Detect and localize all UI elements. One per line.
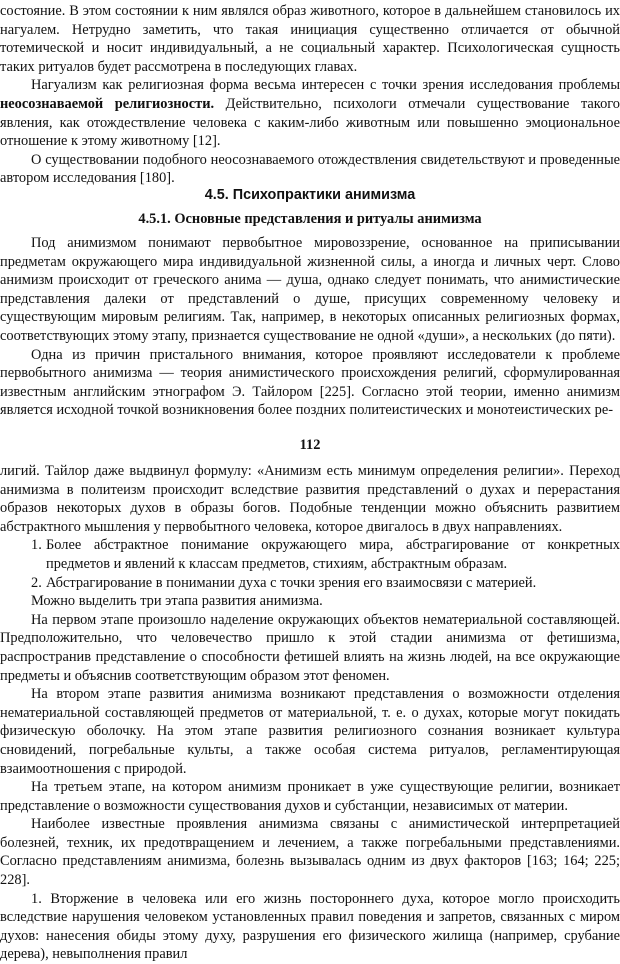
subsection-heading: 4.5.1. Основные представления и ритуалы анимизма — [138, 211, 482, 227]
list-number: 2. — [31, 574, 42, 591]
paragraph-text: Нагуализм как религиозная форма весьма интересен с точки зрения исследования проблемы — [31, 77, 620, 94]
paragraph-first-stage: На первом этапе произошло наделение окружающих объектов нематериальной составляющей. Предположительно, что человечество пришло к этой стадии анимизма от фетишизма, распространив представление о способности фетишей влиять на жизнь людей, на все окружающие предметы и объяснив соответствующим образом этот феномен. — [0, 611, 620, 684]
middle-text-block — [0, 234, 620, 420]
list-number: 1. — [31, 537, 42, 554]
paragraph-factor-one: 1. Вторжение в человека или его жизнь постороннего духа, которое могло происходить вследствие нарушения человеком установленных правил поведения и запретов, связанных с миром духов: нанесения обиды этому духу, разрушения его физического жилища (например, срубание дерева), невыполнения правил — [0, 890, 620, 963]
paragraph-continuation: лигий. Тайлор даже выдвинул формулу: «Анимизм есть минимум определения религии». Переход анимизма в политеизм происходит вследствие развития представлений о духах и перерастания образов некоторых духов в образы богов. Подобные тенденции можно объяснить развитием абстрактного мышления у первобытного человека, которое двигалось в двух направлениях. — [0, 463, 620, 535]
paragraph-second-stage: На втором этапе развития анимизма возникают представления о возможности отделения нематериальной составляющей предметов от материальной, т. е. о духах, которые могут покидать физическую оболочку. На этом этапе развития религиозного сознания возникает культура сновидений, погребальные культы, а также особая система ритуалов, регламентирующая взаимоотношения с природой. — [0, 686, 620, 777]
top-text-block — [0, 2, 620, 188]
paragraph-stages-intro: Можно выделить три этапа развития анимизма. — [31, 593, 323, 610]
section-heading: 4.5. Психопрактики анимизма — [204, 187, 416, 203]
paragraph-disease: Наиболее известные проявления анимизма связаны с анимистической интерпретацией болезней, техник, их предотвращением и лечением, а также погребальными представлениями. Согласно представлениям анимизма, болезнь вызывалась одним из двух факторов [163; 164; 225; 228]. — [0, 816, 620, 889]
paragraph-continuation: состояние. В этом состоянии к ним являлся образ животного, которое в дальнейшем становилось их нагуалем. Нетрудно заметить, что такая инициация существенно отличается от обычной тотемической и носит индивидуальный, а не социальный характер. Психологическая сущность таких ритуалов будет рассмотрена в последующих главах. — [0, 3, 620, 75]
paragraph-identification: О существовании подобного неосознаваемого отождествления свидетельствуют и проведенные автором исследования [180]. — [0, 151, 620, 187]
paragraph-nagualism — [0, 76, 620, 150]
paragraph-text: Действительно, психологи отмечали существование такого явления, как отождествление человека с каким-либо животным или повышенно эмоциональное отношение к этому животному [12]. — [0, 95, 620, 150]
list-text: Более абстрактное понимание окружающего мира, абстрагирование от конкретных предметов и явлений к классам предметов, стихиям, абстрактным образам. — [46, 537, 620, 572]
bottom-text-block — [0, 462, 620, 964]
list-text: Абстрагирование в понимании духа с точки зрения его взаимосвязи с материей. — [46, 574, 537, 591]
list-item — [0, 574, 620, 593]
page-number: 112 — [299, 437, 321, 453]
paragraph-third-stage: На третьем этапе, на котором анимизм проникает в уже существующие религии, возникает представление о возможности существования духов и субстанции, независимых от материи. — [0, 779, 620, 814]
paragraph-tylor-theory: Одна из причин пристального внимания, которое проявляют исследователи к проблеме первобытного анимизма — теория анимистического происхождения религий, сформулированная известным английским этнографом Э. Тайлором [225]. Согласно этой теории, именно анимизм является исходной точкой возникновения более поздних политеистических и монотеистических ре- — [0, 346, 620, 419]
list-item — [0, 536, 620, 573]
bold-term: неосознаваемой религиозности. — [0, 95, 215, 112]
paragraph-animism-definition: Под анимизмом понимают первобытное мировоззрение, основанное на приписывании предметам окружающего мира индивидуальной жизненной силы, а иногда и личных черт. Слово анимизм происходит от греческого анима — душа, однако следует понимать, что анимистические представления далеки от представлений о душе, присущих современному человеку и существующим мировым религиям. Так, например, в некоторых описанных религиозных формах, соответствующих этому этапу, признается существование не одной «души», а нескольких (до пяти). — [0, 235, 620, 344]
